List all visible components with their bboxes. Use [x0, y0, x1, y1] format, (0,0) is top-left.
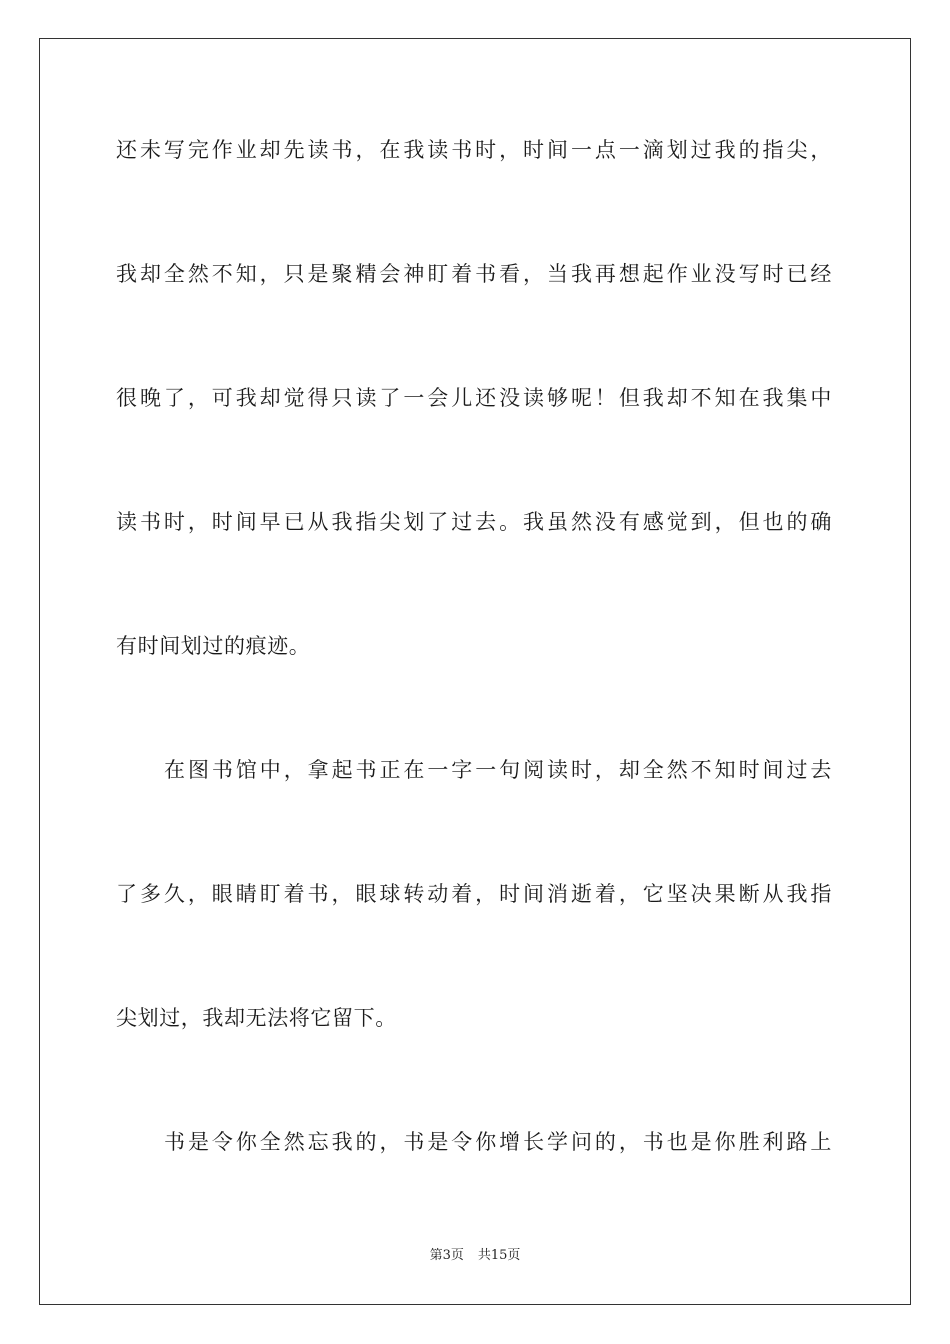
page-footer: [0, 1247, 950, 1265]
page-total: 共15页: [477, 1248, 521, 1263]
text-line-7: 了多久，眼睛盯着书，眼球转动着，时间消逝着，它坚决果断从我指: [116, 882, 832, 906]
text-line-3: 很晚了，可我却觉得只读了一会儿还没读够呢！但我却不知在我集中: [116, 386, 832, 410]
page-frame: [39, 38, 911, 1305]
text-line-9: 书是令你全然忘我的，书是令你增长学问的，书也是你胜利路上: [164, 1130, 832, 1154]
text-line-8: 尖划过，我却无法将它留下。: [116, 1006, 397, 1030]
page-number: 第3页: [429, 1248, 464, 1263]
text-line-2: 我却全然不知，只是聚精会神盯着书看，当我再想起作业没写时已经: [116, 262, 832, 286]
text-line-6: 在图书馆中，拿起书正在一字一句阅读时，却全然不知时间过去: [164, 758, 832, 782]
text-line-1: 还未写完作业却先读书，在我读书时，时间一点一滴划过我的指尖，: [116, 138, 832, 162]
text-line-4: 读书时，时间早已从我指尖划了过去。我虽然没有感觉到，但也的确: [116, 510, 832, 534]
text-line-5: 有时间划过的痕迹。: [116, 634, 311, 658]
